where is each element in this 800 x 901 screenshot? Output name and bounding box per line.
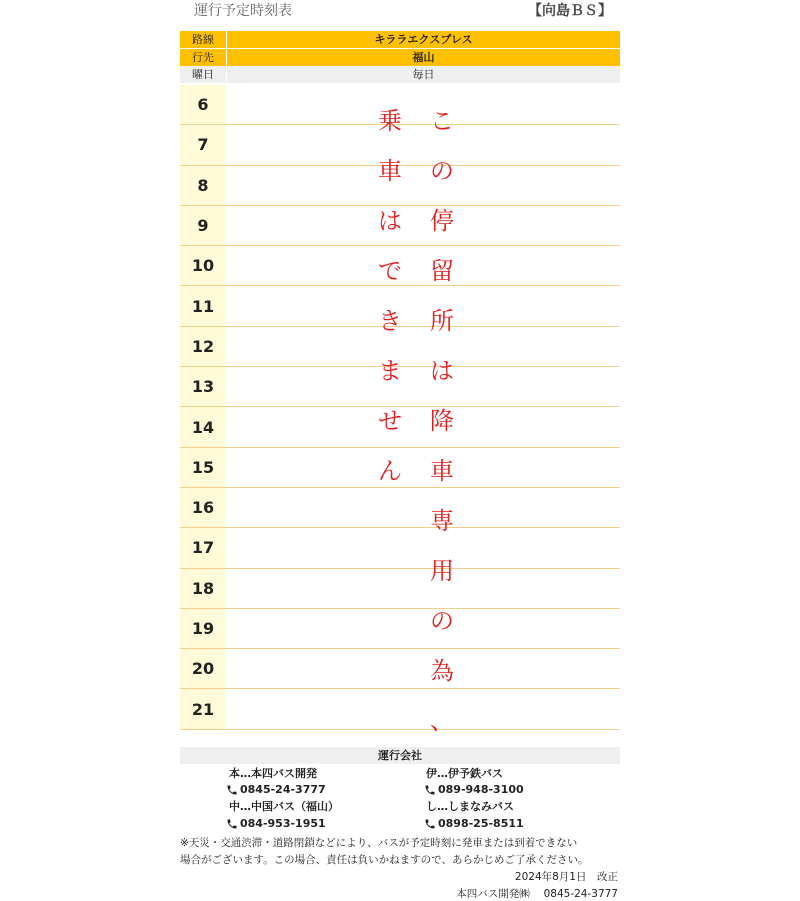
notice-char: こ xyxy=(430,107,454,135)
notice-char: 降 xyxy=(430,407,454,435)
operator-phone xyxy=(226,816,326,832)
departure-times xyxy=(226,286,620,325)
phone-icon xyxy=(424,818,436,830)
operator-phone-number: 0845-24-3777 xyxy=(240,783,326,796)
departure-times xyxy=(226,448,620,487)
notice-char: 専 xyxy=(430,507,454,535)
hour-label: 18 xyxy=(180,569,226,608)
title-row xyxy=(180,0,620,22)
notice-char: き xyxy=(378,307,402,335)
hour-label: 12 xyxy=(180,327,226,366)
departure-times xyxy=(226,125,620,164)
operator-phone xyxy=(424,782,524,798)
destination-label: 行先 xyxy=(180,49,227,67)
notice-char: の xyxy=(430,607,454,635)
operator-phone-number: 084-953-1951 xyxy=(240,817,326,830)
hour-label: 15 xyxy=(180,448,226,487)
company-heading: 運行会社 xyxy=(180,747,620,764)
notice-char: 車 xyxy=(378,157,402,185)
route-label: 路線 xyxy=(180,31,227,48)
notice-char: 為 xyxy=(430,657,454,685)
departure-times xyxy=(226,689,620,728)
operator-name: し…しまなみバス xyxy=(426,800,514,813)
disclaimer-line-1: ※天災・交通渋滞・道路閉鎖などにより、バスが予定時刻に発車または到着できない xyxy=(180,837,578,849)
hour-row xyxy=(180,689,620,729)
notice-char: 、 xyxy=(430,707,454,735)
departure-times xyxy=(226,649,620,688)
disclaimer-line-2: 場合がございます。この場合、責任は負いかねますので、あらかじめご了承ください。 xyxy=(180,854,589,866)
phone-icon xyxy=(226,818,238,830)
route-value: キララエクスプレス xyxy=(374,33,473,46)
departure-times xyxy=(226,327,620,366)
route-row xyxy=(180,31,620,48)
notice-char: 停 xyxy=(430,207,454,235)
departure-times xyxy=(226,206,620,245)
operator-phone-number: 089-948-3100 xyxy=(438,783,524,796)
day-value: 毎日 xyxy=(412,68,435,81)
hour-label: 9 xyxy=(180,206,226,245)
notice-char: で xyxy=(378,257,402,285)
departure-times xyxy=(226,609,620,648)
hour-label: 20 xyxy=(180,649,226,688)
hour-label: 16 xyxy=(180,488,226,527)
page-title: 運行予定時刻表 xyxy=(194,3,292,19)
departure-times xyxy=(226,407,620,446)
departure-times xyxy=(226,367,620,406)
destination-row xyxy=(180,48,620,67)
revision-date: 2024年8月1日 改正 xyxy=(514,871,618,883)
departure-times xyxy=(226,166,620,205)
destination-value: 福山 xyxy=(412,51,435,64)
operator-name: 中…中国バス（福山） xyxy=(229,800,339,813)
notice-char: せ xyxy=(378,407,402,435)
departure-times xyxy=(226,488,620,527)
notice-char: 車 xyxy=(430,457,454,485)
hour-label: 11 xyxy=(180,286,226,325)
day-row xyxy=(180,66,620,83)
hour-label: 8 xyxy=(180,166,226,205)
notice-char: ま xyxy=(378,357,402,385)
notice-char: 用 xyxy=(430,557,454,585)
notice-text-left-column xyxy=(374,96,406,496)
departure-times xyxy=(226,569,620,608)
issuer-contact: 本四バス開発㈱ 0845-24-3777 xyxy=(456,888,618,900)
notice-char: 乗 xyxy=(378,107,402,135)
operator-phone xyxy=(424,816,524,832)
notice-char: の xyxy=(430,157,454,185)
hour-label: 6 xyxy=(180,85,226,124)
departure-times xyxy=(226,528,620,567)
operator-phone-number: 0898-25-8511 xyxy=(438,817,524,830)
hour-label: 7 xyxy=(180,125,226,164)
notice-char: 留 xyxy=(430,257,454,285)
notice-char: は xyxy=(378,207,402,235)
hour-label: 14 xyxy=(180,407,226,446)
notice-char: 所 xyxy=(430,307,454,335)
notice-char: ん xyxy=(378,457,402,485)
departure-times xyxy=(226,85,620,124)
departure-times xyxy=(226,246,620,285)
stop-name: 【向島ＢＳ】 xyxy=(528,3,612,19)
hour-label: 13 xyxy=(180,367,226,406)
operator-name: 本…本四バス開発 xyxy=(229,767,317,780)
hour-row xyxy=(180,609,620,649)
operator-name: 伊…伊予鉄バス xyxy=(426,767,503,780)
phone-icon xyxy=(226,784,238,796)
hour-label: 10 xyxy=(180,246,226,285)
day-label: 曜日 xyxy=(180,66,227,83)
hour-label: 17 xyxy=(180,528,226,567)
hour-label: 21 xyxy=(180,689,226,728)
notice-char: は xyxy=(430,357,454,385)
phone-icon xyxy=(424,784,436,796)
notice-text-right-column xyxy=(426,96,458,746)
hour-row xyxy=(180,528,620,568)
operator-phone xyxy=(226,782,326,798)
hour-row xyxy=(180,569,620,609)
hour-row xyxy=(180,649,620,689)
hour-label: 19 xyxy=(180,609,226,648)
